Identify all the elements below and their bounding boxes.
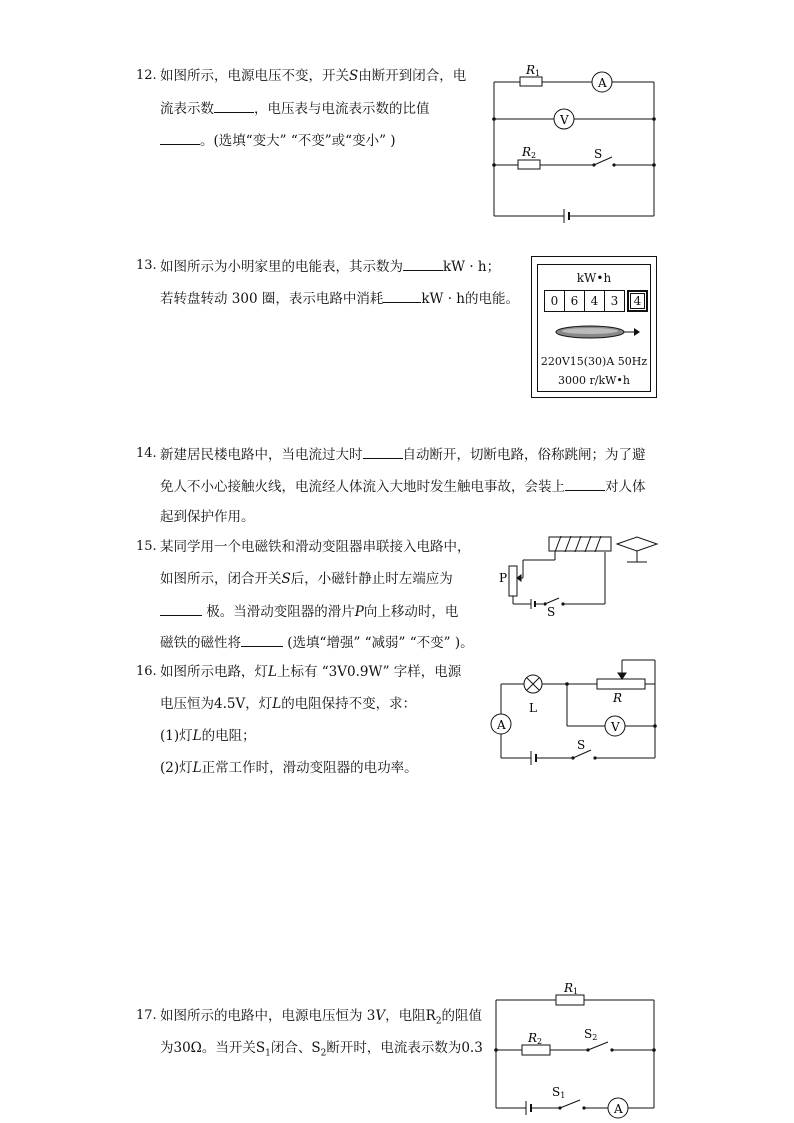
answer-blank[interactable]: [214, 100, 254, 113]
q17-line-1: 如图所示的电路中，电源电压恒为 3V，电阻$R_2$的阻值: [160, 1008, 483, 1027]
rheostat: [509, 566, 517, 596]
switch-s2[interactable]: [588, 1042, 608, 1050]
resistor-r2: [522, 1045, 550, 1055]
answer-blank[interactable]: [403, 258, 443, 271]
meter-spec: 220V15(30)A 50Hz: [540, 355, 648, 368]
q12-circuit-diagram: [490, 62, 660, 222]
q14-line-3: 起到保护作用。: [160, 509, 255, 525]
switch-s[interactable]: [545, 598, 559, 604]
q17-circuit-diagram: [490, 982, 662, 1120]
question-number: 17.: [136, 1008, 157, 1023]
question-number: 15.: [136, 539, 157, 554]
resistor-r2: [518, 160, 540, 169]
meter-rev: 3000 r/kW•h: [558, 374, 630, 387]
q16-line-2: 电压恒为4.5V，灯L的电阻保持不变，求：: [160, 696, 417, 712]
s1-label: S1: [552, 1085, 566, 1100]
q14-line-2: 免人不小心接触火线，电流经人体流入大地时发生触电事故，会装上 对人体: [160, 479, 646, 495]
answer-blank[interactable]: [160, 603, 202, 616]
question-number: 16.: [136, 664, 157, 679]
switch-label: S: [547, 605, 556, 619]
slider-p-label: P: [499, 571, 508, 585]
answer-blank[interactable]: [241, 634, 283, 647]
ammeter-label: A: [497, 718, 506, 732]
question-number: 12.: [136, 68, 157, 83]
q12-line-2: 流表示数 ，电压表与电流表示数的比值: [160, 101, 430, 117]
q14-line-1: 新建居民楼电路中，当电流过大时 自动断开，切断电路，俗称跳闸；为了避: [160, 447, 646, 463]
q16-line-1: 如图所示电路，灯L上标有 “3V0.9W” 字样，电源: [160, 664, 462, 680]
q16-circuit-diagram: [487, 656, 662, 774]
energy-meter: [531, 256, 657, 398]
q15-line-3: 极。当滑动变阻器的滑片P向上移动时，电: [160, 603, 458, 620]
rheostat-r: [597, 679, 645, 689]
r1-label: R1: [526, 63, 541, 78]
r1-label: R1: [564, 981, 579, 996]
meter-unit: kW•h: [576, 271, 612, 285]
q12-line-3: 。(选填“变大” “不变”或“变小” ): [160, 132, 396, 149]
rheostat-label: R: [613, 691, 623, 705]
answer-blank[interactable]: [160, 132, 200, 145]
q15-line-1: 某同学用一个电磁铁和滑动变阻器串联接入电路中，: [160, 539, 471, 555]
q13-line-2: 若转盘转动 300 圈，表示电路中消耗 kW · h的电能。: [160, 291, 519, 307]
question-number: 13.: [136, 258, 157, 273]
switch-s1[interactable]: [560, 1100, 580, 1108]
r2-label: R2: [528, 1031, 543, 1046]
resistor-r1: [520, 77, 542, 86]
q15-line-2: 如图所示，闭合开关S后，小磁针静止时左端应为: [160, 571, 453, 587]
lamp-label: L: [529, 701, 537, 715]
q17-line-2: 为30Ω。当开关$S_1$闭合、$S_2$断开时，电流表示数为0.3: [160, 1040, 483, 1059]
meter-digits: 0 6 4 3 4: [544, 290, 648, 310]
resistor-r1: [556, 995, 584, 1005]
answer-blank[interactable]: [383, 290, 421, 303]
question-number: 14.: [136, 446, 157, 461]
meter-disc-icon: [550, 321, 642, 343]
answer-blank[interactable]: [565, 478, 605, 491]
q12-line-1: 如图所示，电源电压不变，开关S由断开到闭合，电: [160, 68, 467, 84]
q15-line-4: 磁铁的磁性将 (选填“增强” “减弱” “不变” )。: [160, 635, 474, 651]
voltmeter-label: V: [560, 113, 569, 127]
switch-label: S: [577, 738, 586, 752]
answer-blank[interactable]: [363, 446, 403, 459]
q16-line-3: (1)灯L的电阻；: [160, 728, 256, 744]
q16-line-4: (2)灯L正常工作时，滑动变阻器的电功率。: [160, 760, 418, 776]
s2-label: S2: [584, 1027, 598, 1042]
switch-label: S: [594, 147, 603, 161]
q15-electromagnet-diagram: [495, 532, 665, 622]
ammeter-label: A: [614, 1102, 623, 1116]
voltmeter-label: V: [611, 720, 620, 734]
ammeter-label: A: [598, 76, 607, 90]
magnetic-needle-icon: [617, 537, 657, 551]
q13-line-1: 如图所示为小明家里的电能表，其示数为 kW · h；: [160, 259, 501, 275]
r2-label: R2: [522, 145, 537, 160]
